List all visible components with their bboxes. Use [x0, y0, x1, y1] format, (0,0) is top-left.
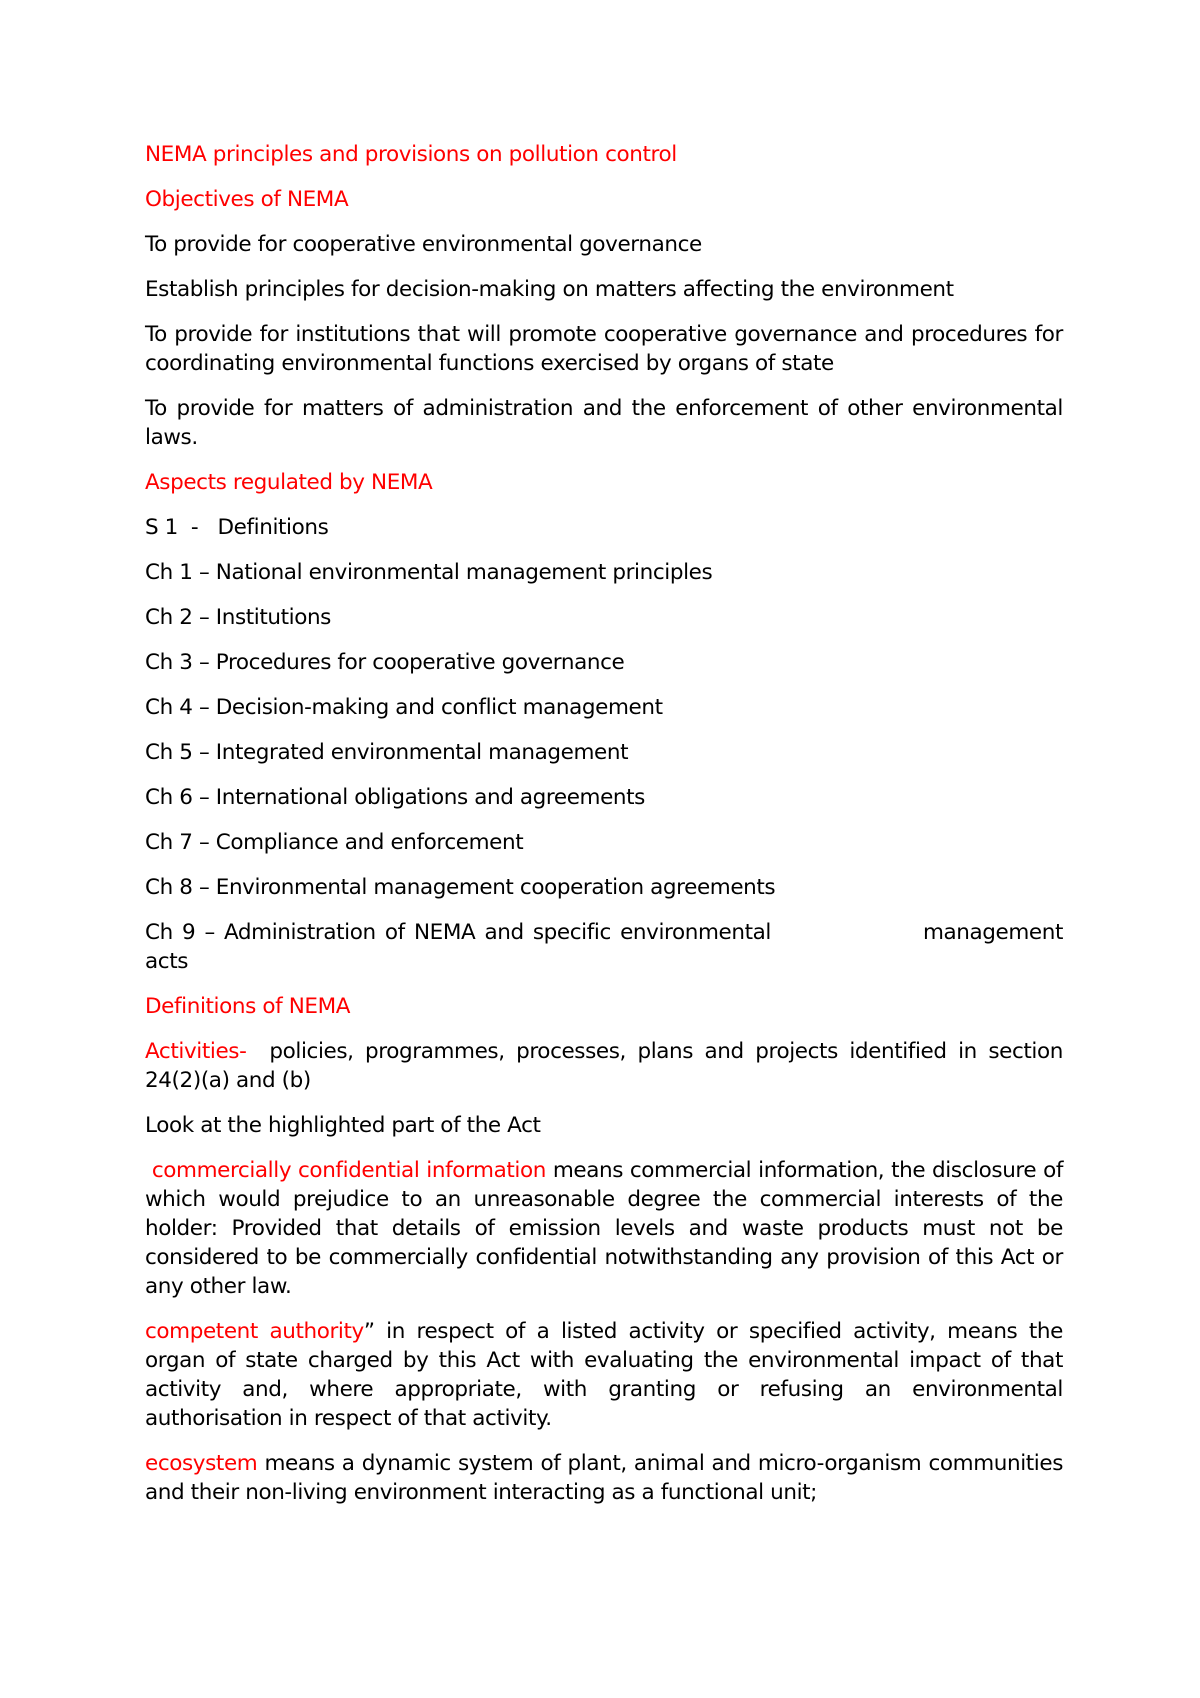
definition-text: means commercial information, the disclosure of which would prejudice to an unreasonable degree the commercial interests of the holder: Provided that details of emission levels and waste products must not be considered to be commercially confidential notwithstanding any provision of this Act or any other law. — [145, 1158, 1064, 1299]
objective-item: Establish principles for decision-making on matters affecting the environment — [145, 277, 954, 302]
definition-text: means a dynamic system of plant, animal and micro-organism communities and their non-living environment interacting as a functional unit; — [145, 1451, 1063, 1505]
document-title: NEMA principles and provisions on pollution control — [145, 142, 677, 167]
aspect-item: Ch 5 – Integrated environmental management — [145, 740, 629, 765]
ch9-part1: Ch 9 – Administration of NEMA and specific environmental — [145, 920, 771, 945]
definition-text: policies, programmes, processes, plans and projects identified in section 24(2)(a) and (b) — [145, 1039, 1070, 1093]
aspect-item: S 1 - Definitions — [145, 515, 329, 540]
definition-term: ecosystem — [145, 1451, 258, 1476]
aspect-item: Ch 7 – Compliance and enforcement — [145, 830, 524, 855]
definition-term: competent authority — [145, 1319, 364, 1344]
definition-ecosystem — [145, 1449, 1063, 1507]
note-text: Look at the highlighted part of the Act — [145, 1113, 541, 1138]
objectives-heading: Objectives of NEMA — [145, 187, 349, 212]
objective-item: To provide for matters of administration and the enforcement of other environmental laws. — [145, 396, 1063, 450]
definition-commercially-confidential — [145, 1156, 1063, 1301]
aspect-item: Ch 3 – Procedures for cooperative governance — [145, 650, 625, 675]
definition-competent-authority — [145, 1317, 1063, 1433]
aspect-item: Ch 4 – Decision-making and conflict management — [145, 695, 663, 720]
definition-text: ” in respect of a listed activity or specified activity, means the organ of state charged by this Act with evaluating the environmental impact of that activity and, where appropriate, with granting or refusing an environmental authorisation in respect of that activity. — [145, 1319, 1063, 1431]
aspects-heading: Aspects regulated by NEMA — [145, 470, 433, 495]
document-page — [145, 140, 1070, 1523]
aspect-item: Ch 8 – Environmental management cooperation agreements — [145, 875, 776, 900]
objective-item: To provide for cooperative environmental governance — [145, 232, 702, 257]
aspect-item-ch9 — [145, 918, 1063, 976]
ch9-part2: management acts — [145, 920, 1063, 974]
definition-term: Activities- — [145, 1039, 247, 1064]
aspect-item: Ch 1 – National environmental management principles — [145, 560, 713, 585]
aspect-item: Ch 6 – International obligations and agreements — [145, 785, 645, 810]
definition-activities — [145, 1037, 1070, 1095]
objective-item: To provide for institutions that will promote cooperative governance and procedures for coordinating environmental functions exercised by organs of state — [145, 322, 1063, 376]
definition-term: commercially confidential information — [145, 1158, 546, 1183]
aspect-item: Ch 2 – Institutions — [145, 605, 331, 630]
definitions-heading: Definitions of NEMA — [145, 994, 351, 1019]
